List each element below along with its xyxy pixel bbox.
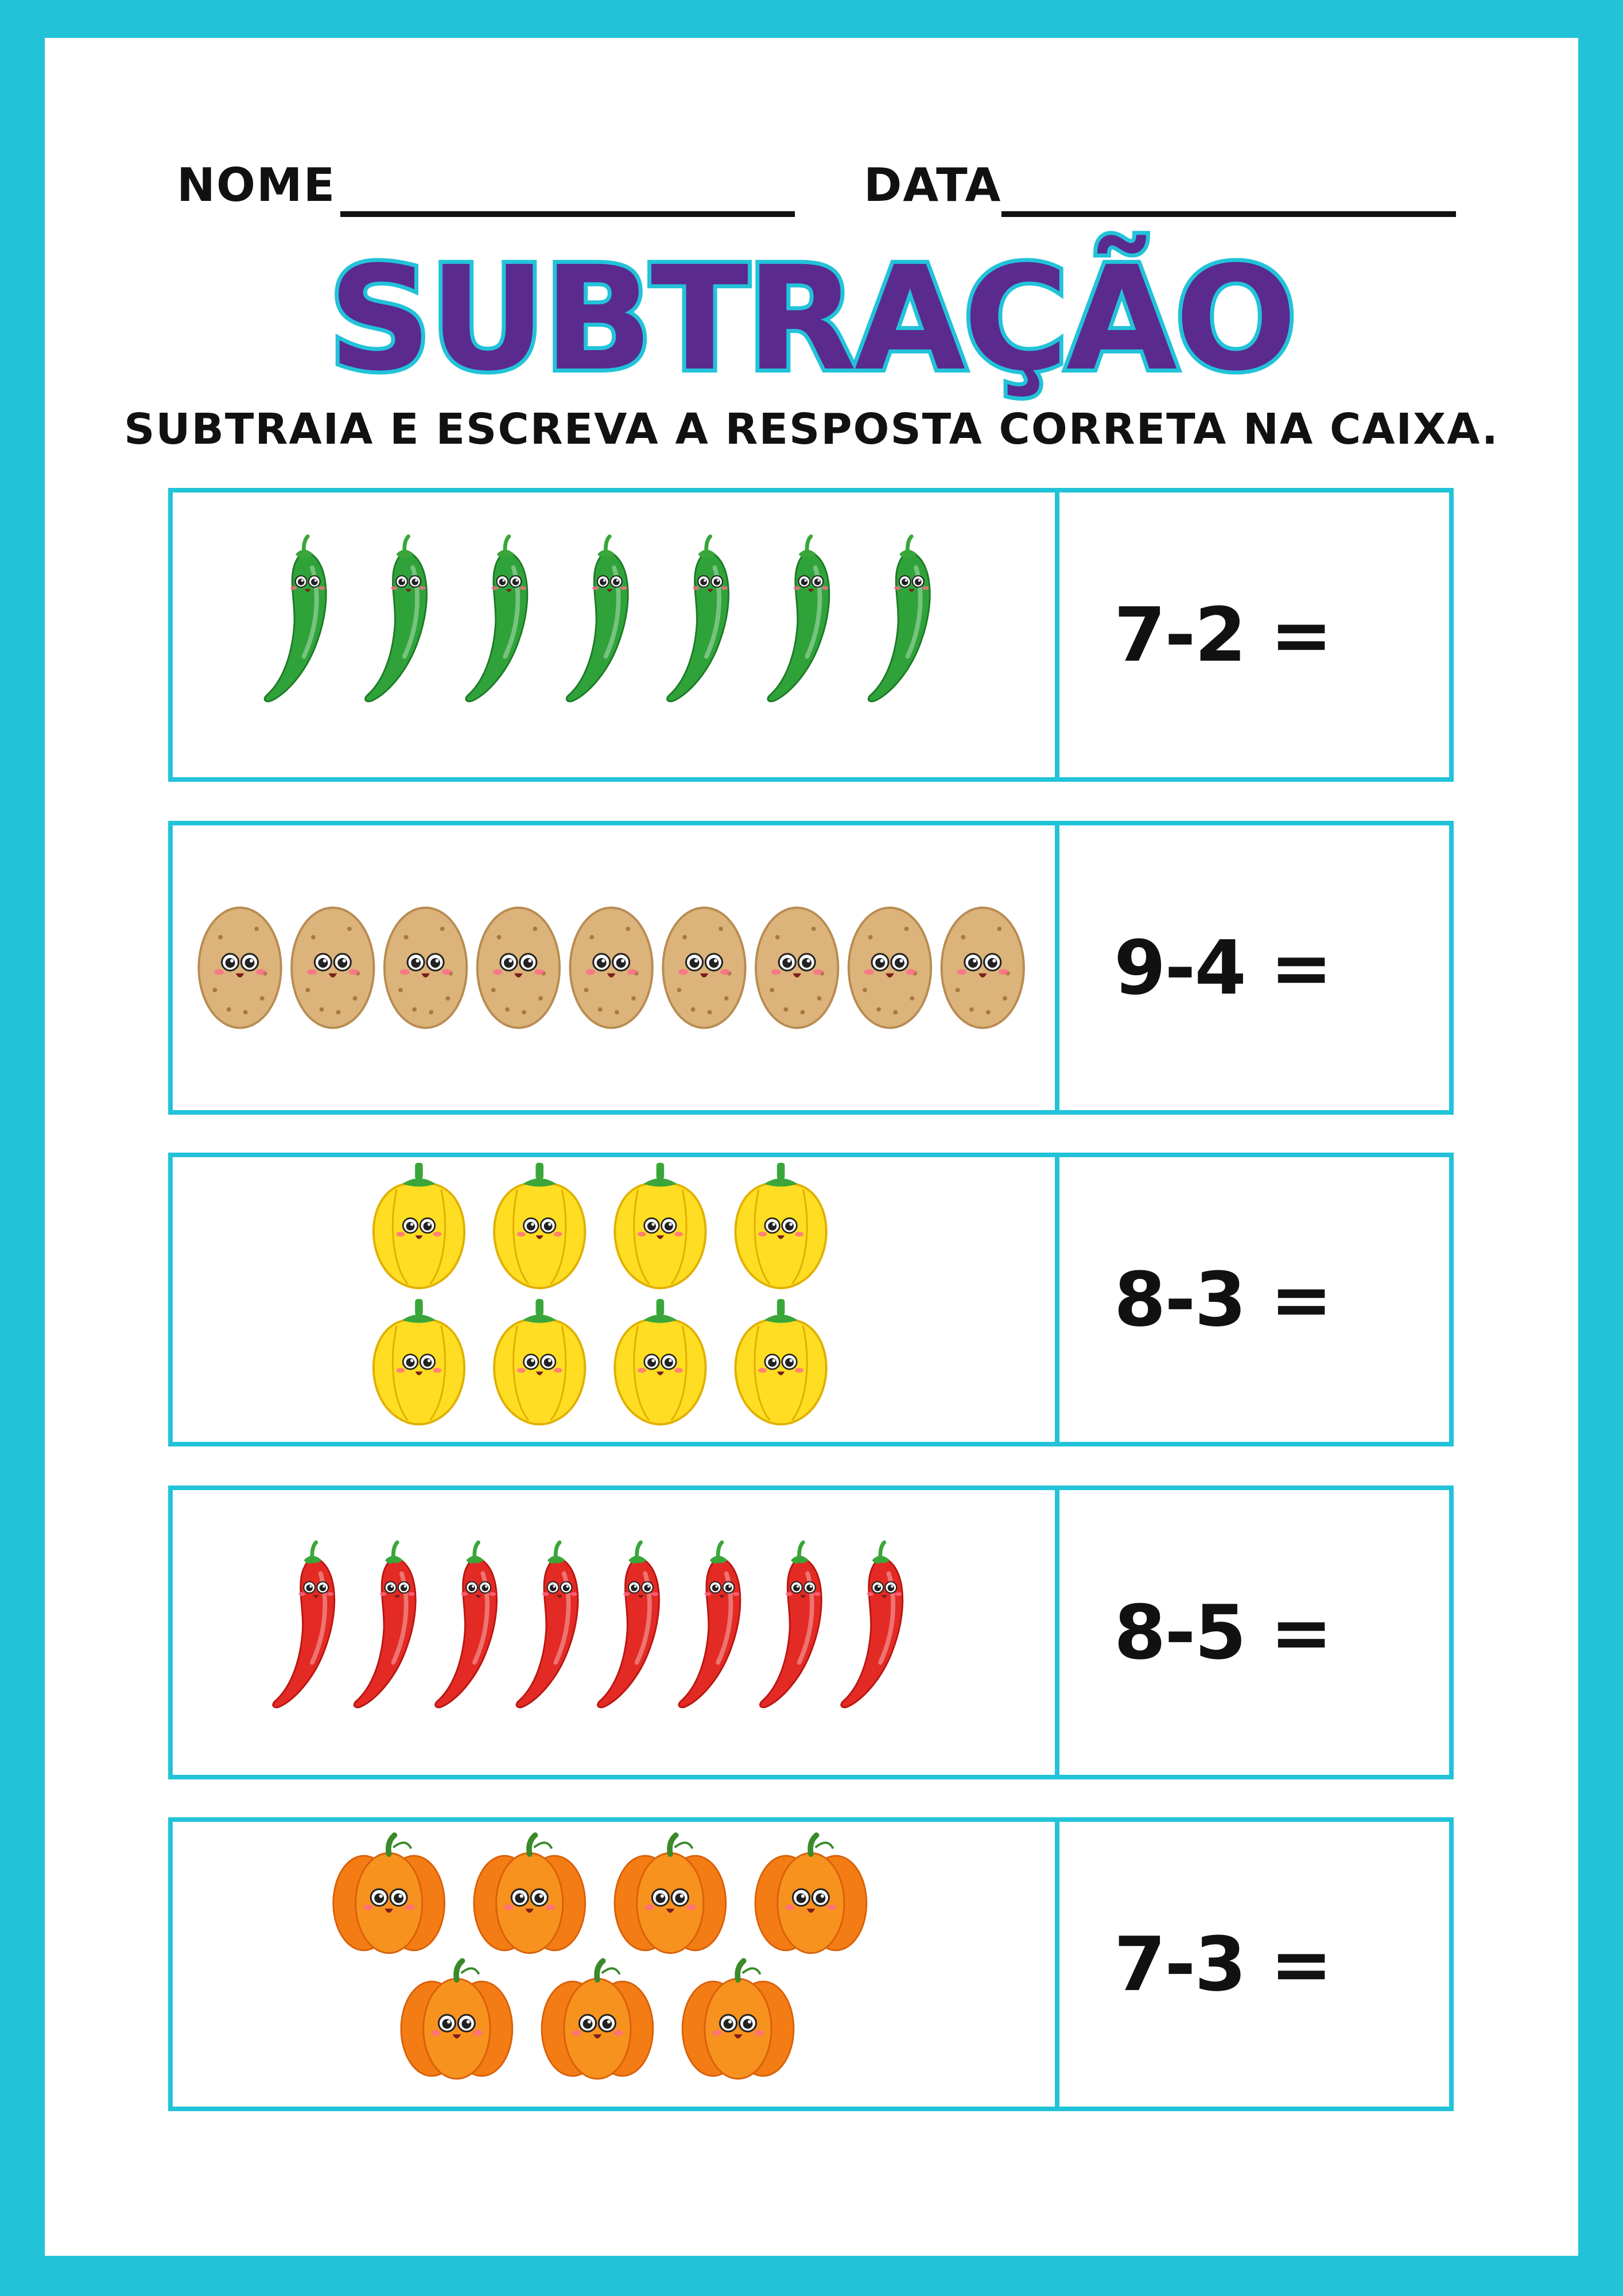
date-input-line[interactable] — [1001, 211, 1456, 217]
red-chili-pepper-icon — [760, 1542, 821, 1707]
equation-2: 9-4 = — [1114, 924, 1332, 1011]
exercise-row-5 — [168, 1817, 1454, 2111]
green-chili-pepper-icon — [868, 537, 930, 701]
exercise-row-4 — [168, 1486, 1454, 1779]
potato-icon — [570, 907, 652, 1027]
picture-cell — [173, 825, 1059, 1110]
date-label: DATA — [864, 158, 1002, 212]
green-chili-pepper-icon — [667, 537, 729, 701]
potato-icon — [849, 907, 931, 1027]
red-chili-pepper-icon — [354, 1542, 416, 1707]
pumpkin-group — [173, 1822, 1055, 2107]
pumpkin-icon — [542, 1961, 653, 2078]
equation-5: 7-3 = — [1114, 1921, 1332, 2008]
potato-group — [173, 825, 1055, 1110]
potato-icon — [663, 907, 745, 1027]
picture-cell — [173, 1157, 1059, 1442]
picture-cell — [173, 1490, 1059, 1775]
pumpkin-icon — [333, 1835, 445, 1953]
name-label: NOME — [177, 158, 336, 212]
red-chili-group — [173, 1490, 1055, 1775]
potato-icon — [477, 907, 560, 1027]
pumpkin-icon — [682, 1961, 794, 2078]
red-chili-pepper-icon — [841, 1542, 903, 1707]
red-chili-pepper-icon — [517, 1542, 578, 1707]
yellow-bell-pepper-icon — [735, 1299, 826, 1424]
yellow-bell-pepper-icon — [494, 1299, 585, 1424]
green-chili-pepper-icon — [768, 537, 829, 701]
red-chili-pepper-icon — [436, 1542, 497, 1707]
equation-4: 8-5 = — [1114, 1589, 1332, 1676]
red-chili-pepper-icon — [273, 1542, 335, 1707]
pumpkin-icon — [401, 1961, 512, 2078]
yellow-bell-pepper-icon — [494, 1163, 585, 1288]
yellow-bell-pepper-icon — [374, 1299, 464, 1424]
yellow-bell-pepper-icon — [374, 1163, 464, 1288]
potato-icon — [942, 907, 1024, 1027]
pumpkin-icon — [615, 1835, 726, 1953]
green-chili-group — [173, 492, 1055, 777]
potato-icon — [756, 907, 838, 1027]
potato-icon — [292, 907, 374, 1027]
equation-1: 7-2 = — [1114, 591, 1332, 678]
yellow-bell-pepper-icon — [735, 1163, 826, 1288]
yellow-pepper-group — [173, 1157, 1055, 1442]
page-title: SUBTRAÇÃO — [328, 235, 1295, 402]
red-chili-pepper-icon — [597, 1542, 659, 1707]
exercise-row-1 — [168, 488, 1454, 782]
exercise-row-2 — [168, 821, 1454, 1115]
picture-cell — [173, 492, 1059, 777]
picture-cell — [173, 1822, 1059, 2107]
potato-icon — [385, 907, 467, 1027]
exercise-row-3 — [168, 1153, 1454, 1446]
green-chili-pepper-icon — [466, 537, 527, 701]
green-chili-pepper-icon — [366, 537, 427, 701]
yellow-bell-pepper-icon — [615, 1299, 705, 1424]
yellow-bell-pepper-icon — [615, 1163, 705, 1288]
red-chili-pepper-icon — [679, 1542, 740, 1707]
pumpkin-icon — [474, 1835, 585, 1953]
green-chili-pepper-icon — [566, 537, 628, 701]
green-chili-pepper-icon — [265, 537, 326, 701]
instruction-text: SUBTRAIA E ESCREVA A RESPOSTA CORRETA NA CAIXA. — [124, 405, 1499, 454]
potato-icon — [199, 907, 281, 1027]
name-input-line[interactable] — [340, 211, 795, 217]
pumpkin-icon — [755, 1835, 867, 1953]
equation-3: 8-3 = — [1114, 1256, 1332, 1343]
